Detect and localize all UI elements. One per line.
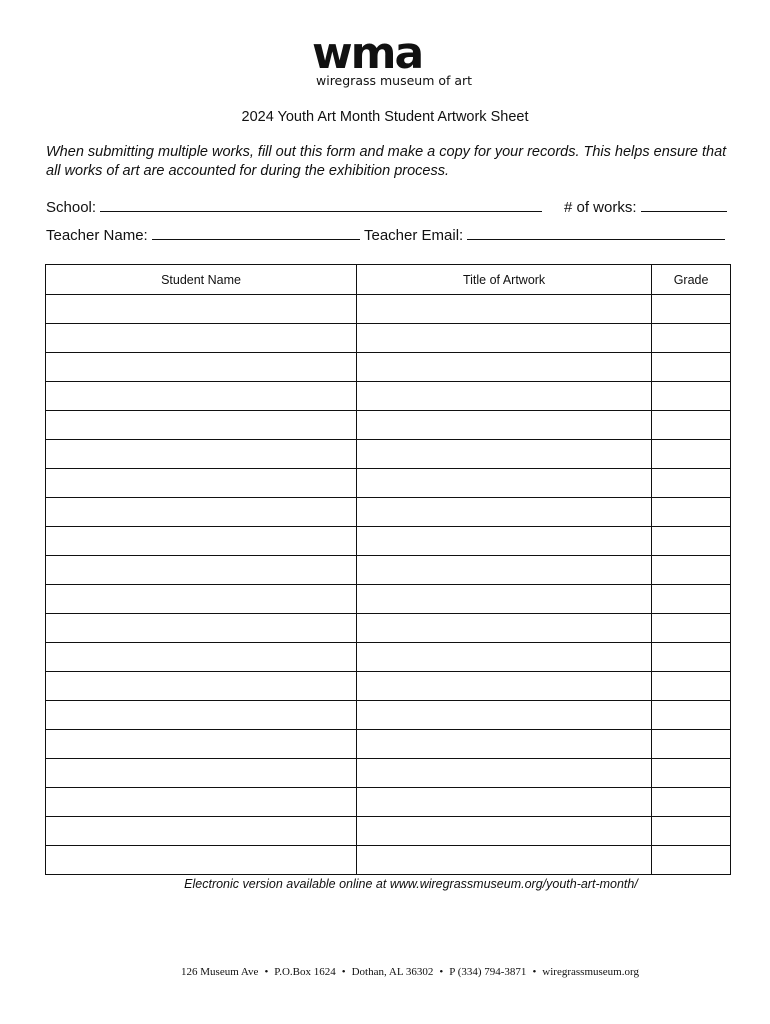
student-name-cell[interactable] (46, 353, 357, 382)
footer-city: Dothan, AL 36302 (351, 966, 434, 978)
table-row (46, 672, 731, 701)
footer-contact (0, 965, 770, 979)
teacher-email-blank[interactable] (467, 225, 725, 240)
grade-cell[interactable] (652, 672, 731, 701)
grade-cell[interactable] (652, 498, 731, 527)
grade-cell[interactable] (652, 382, 731, 411)
table-row (46, 788, 731, 817)
header-title-of-artwork: Title of Artwork (357, 265, 652, 295)
title-of-artwork-cell[interactable] (357, 759, 652, 788)
school-field[interactable] (46, 197, 542, 217)
online-version-note: Electronic version available online at www.wiregrassmuseum.org/youth-art-month/ (184, 877, 638, 891)
grade-cell[interactable] (652, 614, 731, 643)
student-name-cell[interactable] (46, 730, 357, 759)
teacher-name-blank[interactable] (152, 225, 360, 240)
student-name-cell[interactable] (46, 382, 357, 411)
title-of-artwork-cell[interactable] (357, 817, 652, 846)
grade-cell[interactable] (652, 556, 731, 585)
title-of-artwork-cell[interactable] (357, 411, 652, 440)
table-row (46, 556, 731, 585)
logo-museum-name: wiregrass museum of art (316, 73, 473, 88)
title-of-artwork-cell[interactable] (357, 701, 652, 730)
table-row (46, 411, 731, 440)
grade-cell[interactable] (652, 324, 731, 353)
grade-cell[interactable] (652, 643, 731, 672)
table-row (46, 469, 731, 498)
grade-cell[interactable] (652, 846, 731, 875)
student-name-cell[interactable] (46, 846, 357, 875)
table-row (46, 353, 731, 382)
student-name-cell[interactable] (46, 643, 357, 672)
student-name-cell[interactable] (46, 817, 357, 846)
title-of-artwork-cell[interactable] (357, 295, 652, 324)
grade-cell[interactable] (652, 527, 731, 556)
grade-cell[interactable] (652, 730, 731, 759)
title-of-artwork-cell[interactable] (357, 382, 652, 411)
table-row (46, 324, 731, 353)
table-row (46, 846, 731, 875)
footer-website: wiregrassmuseum.org (542, 966, 639, 978)
header-grade: Grade (652, 265, 731, 295)
footer-phone: P (334) 794-3871 (449, 966, 527, 978)
table-header-row (46, 265, 731, 295)
student-name-cell[interactable] (46, 440, 357, 469)
school-blank[interactable] (100, 197, 542, 212)
student-name-cell[interactable] (46, 672, 357, 701)
student-name-cell[interactable] (46, 585, 357, 614)
footer-address: 126 Museum Ave (181, 966, 259, 978)
title-of-artwork-cell[interactable] (357, 672, 652, 701)
student-name-cell[interactable] (46, 759, 357, 788)
student-name-cell[interactable] (46, 498, 357, 527)
footer-separator: • (439, 966, 444, 978)
grade-cell[interactable] (652, 411, 731, 440)
page-title: 2024 Youth Art Month Student Artwork Sheet (241, 109, 529, 125)
title-of-artwork-cell[interactable] (357, 730, 652, 759)
grade-cell[interactable] (652, 353, 731, 382)
student-name-cell[interactable] (46, 411, 357, 440)
title-of-artwork-cell[interactable] (357, 324, 652, 353)
table-row (46, 730, 731, 759)
grade-cell[interactable] (652, 440, 731, 469)
title-of-artwork-cell[interactable] (357, 614, 652, 643)
grade-cell[interactable] (652, 817, 731, 846)
grade-cell[interactable] (652, 469, 731, 498)
grade-cell[interactable] (652, 585, 731, 614)
footer-po-box: P.O.Box 1624 (274, 966, 336, 978)
student-name-cell[interactable] (46, 556, 357, 585)
table-row (46, 701, 731, 730)
table-row (46, 614, 731, 643)
title-of-artwork-cell[interactable] (357, 846, 652, 875)
grade-cell[interactable] (652, 759, 731, 788)
grade-cell[interactable] (652, 295, 731, 324)
instructions-text: When submitting multiple works, fill out this form and make a copy for your records. This helps ensure that all works of art are accounted for during the exhibition process. (46, 144, 727, 179)
footer-separator: • (341, 966, 346, 978)
grade-cell[interactable] (652, 701, 731, 730)
table-row (46, 382, 731, 411)
artwork-table (45, 264, 731, 875)
teacher-name-field[interactable] (46, 225, 360, 245)
title-of-artwork-cell[interactable] (357, 585, 652, 614)
teacher-name-label: Teacher Name: (46, 227, 148, 244)
title-of-artwork-cell[interactable] (357, 527, 652, 556)
museum-logo (300, 28, 475, 92)
header-student-name: Student Name (46, 265, 357, 295)
title-of-artwork-cell[interactable] (357, 353, 652, 382)
student-name-cell[interactable] (46, 469, 357, 498)
student-name-cell[interactable] (46, 614, 357, 643)
table-row (46, 585, 731, 614)
teacher-email-field[interactable] (364, 225, 725, 245)
table-row (46, 440, 731, 469)
table-row (46, 295, 731, 324)
student-name-cell[interactable] (46, 324, 357, 353)
student-name-cell[interactable] (46, 788, 357, 817)
logo-mark: wma (312, 28, 423, 79)
teacher-email-label: Teacher Email: (364, 227, 464, 244)
footer-separator: • (264, 966, 269, 978)
school-label: School: (46, 199, 97, 216)
table-row (46, 817, 731, 846)
student-name-cell[interactable] (46, 701, 357, 730)
title-of-artwork-cell[interactable] (357, 440, 652, 469)
title-of-artwork-cell[interactable] (357, 498, 652, 527)
table-row (46, 643, 731, 672)
title-of-artwork-cell[interactable] (357, 788, 652, 817)
num-works-blank[interactable] (641, 197, 727, 212)
student-name-cell[interactable] (46, 295, 357, 324)
table-row (46, 527, 731, 556)
table-row (46, 498, 731, 527)
table-row (46, 759, 731, 788)
footer-separator: • (532, 966, 537, 978)
num-works-field[interactable] (564, 197, 727, 217)
title-of-artwork-cell[interactable] (357, 556, 652, 585)
title-of-artwork-cell[interactable] (357, 643, 652, 672)
grade-cell[interactable] (652, 788, 731, 817)
student-name-cell[interactable] (46, 527, 357, 556)
title-of-artwork-cell[interactable] (357, 469, 652, 498)
num-works-label: # of works: (564, 199, 637, 216)
